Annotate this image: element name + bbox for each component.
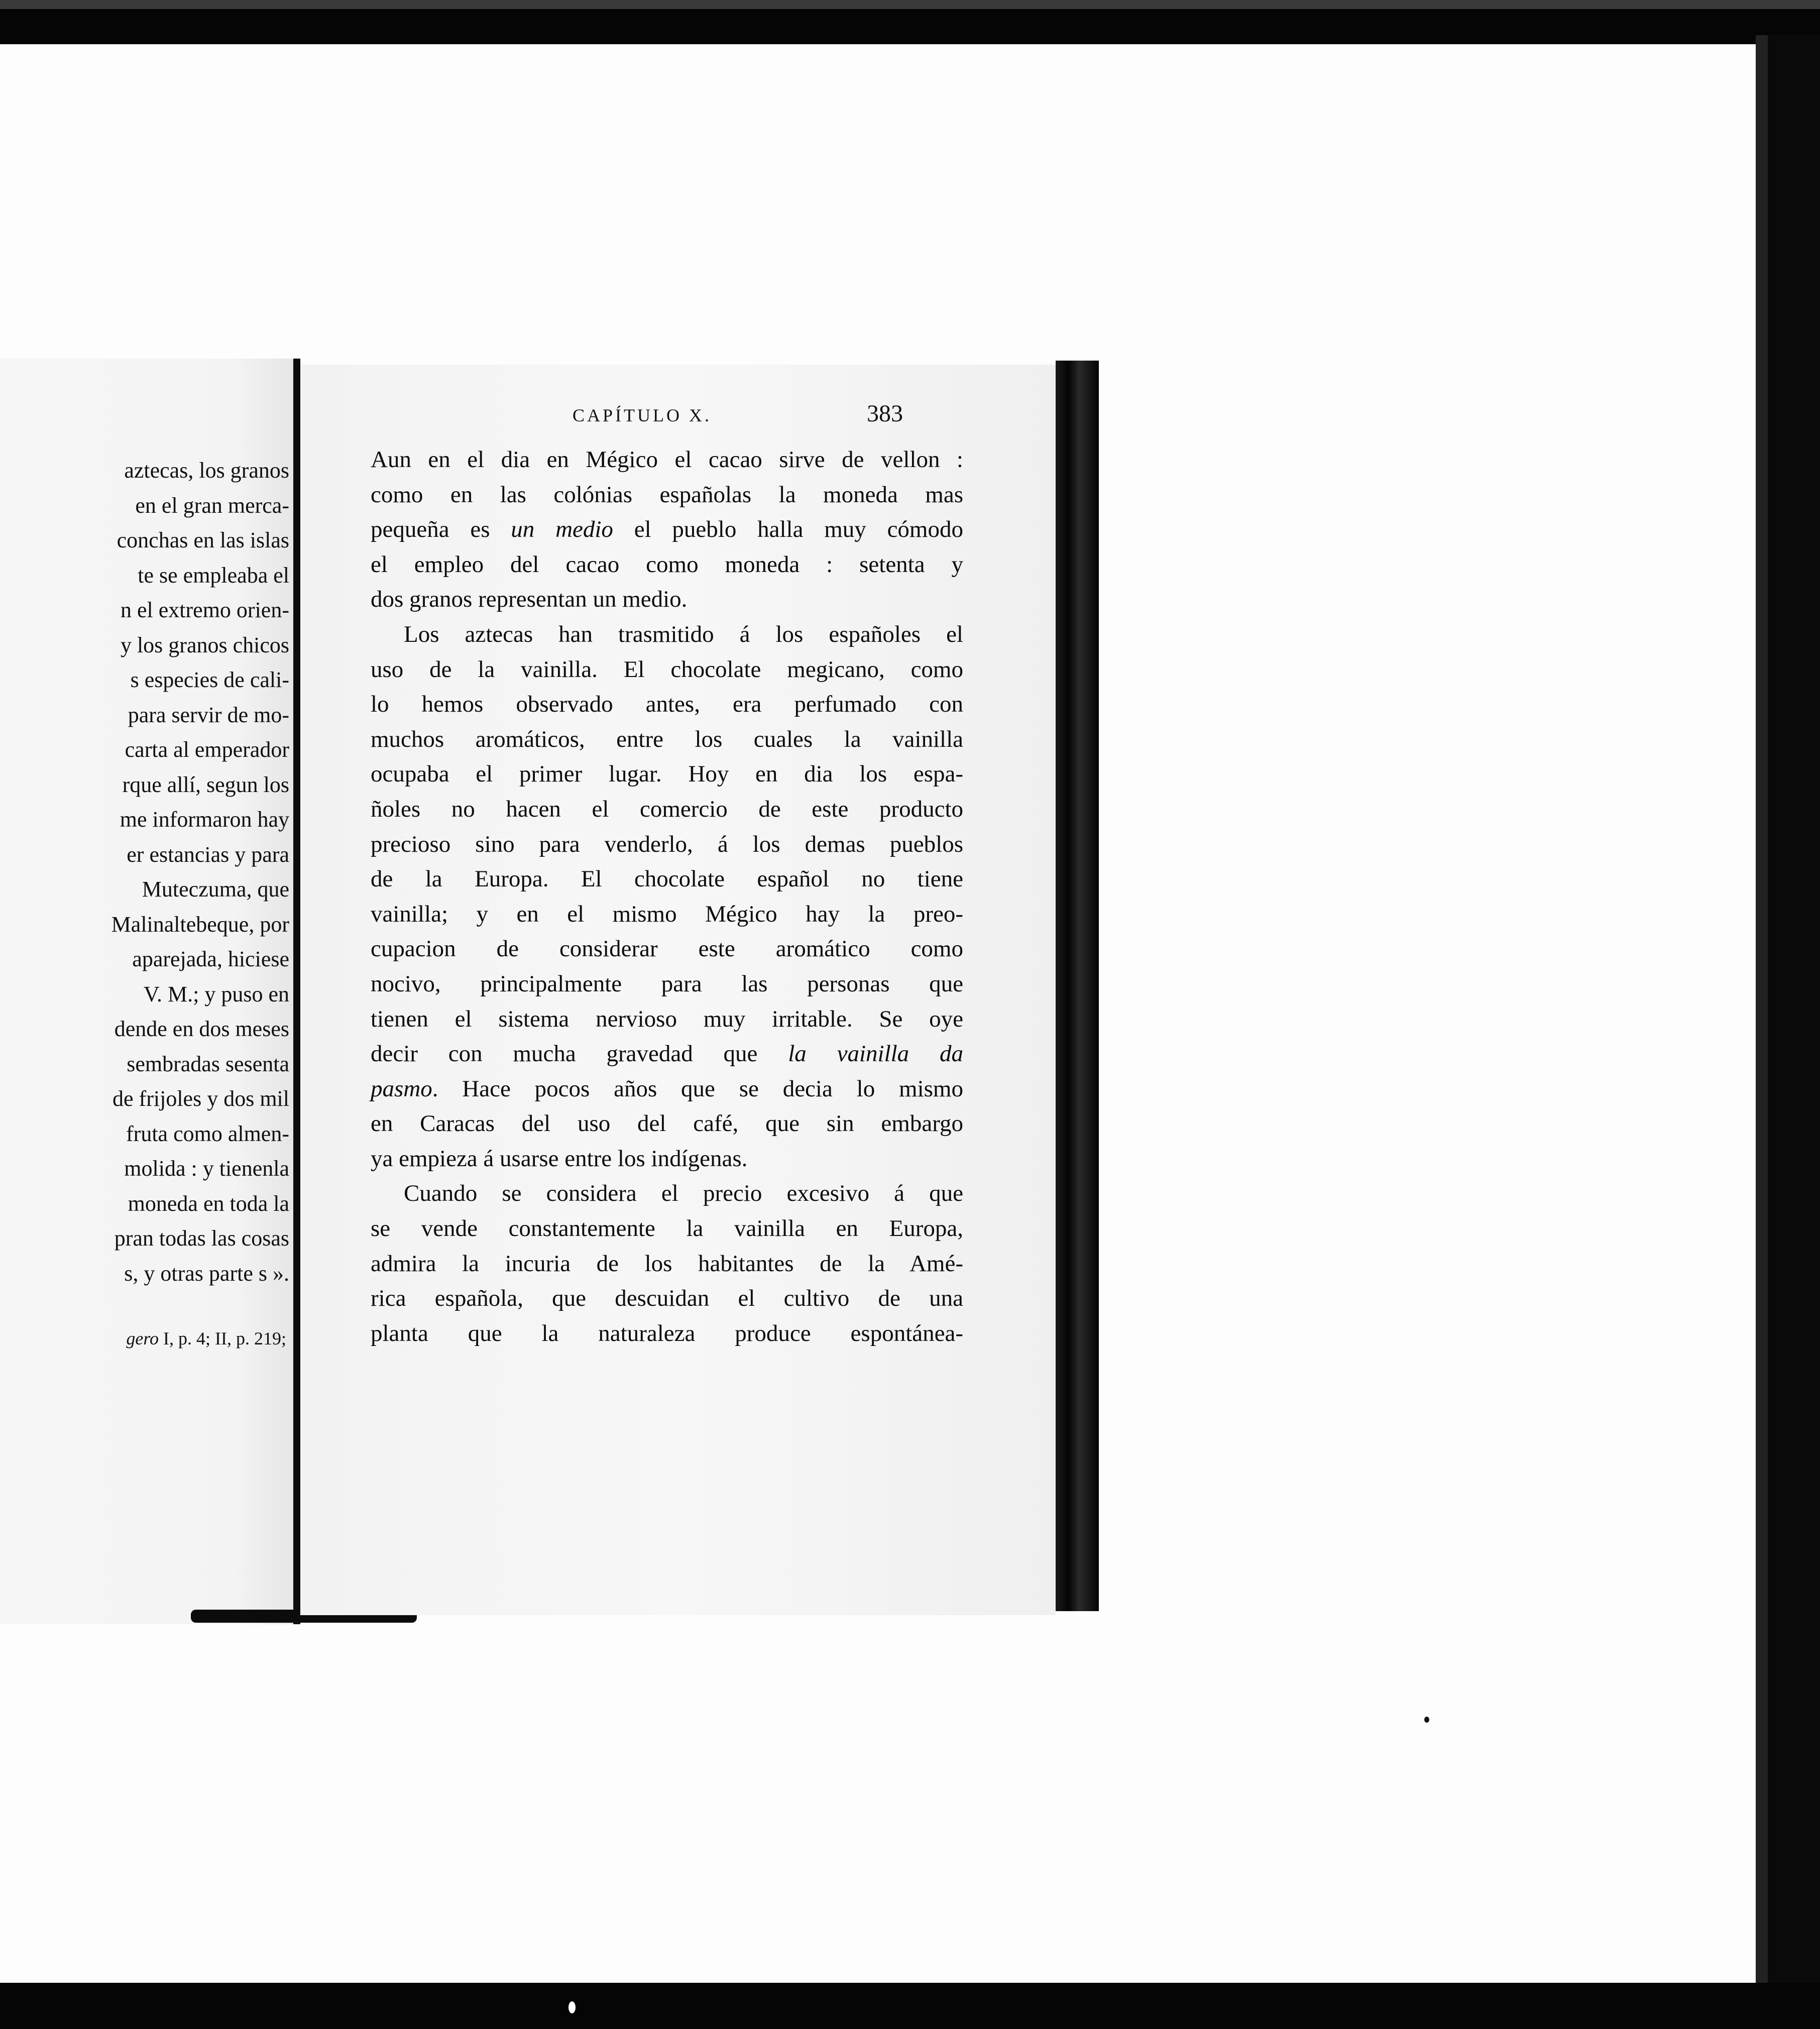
text-line: vainilla; y en el mismo Mégico hay la preo- xyxy=(371,900,963,927)
page-number: 383 xyxy=(867,400,903,427)
text-line: muchos aromáticos, entre los cuales la vainilla xyxy=(371,726,963,752)
text-line: rica española, que descuidan el cultivo de una xyxy=(371,1285,963,1312)
book-spine xyxy=(293,359,300,1624)
text-line xyxy=(371,1037,963,1072)
right-page xyxy=(300,365,1056,1615)
left-line: carta al emperador xyxy=(125,737,289,762)
left-page-text xyxy=(0,453,289,1291)
text-line: ocupaba el primer lugar. Hoy en dia los espa- xyxy=(371,761,963,787)
text-line: Los aztecas han trasmitido á los españoles el xyxy=(404,621,963,647)
text-line: planta que la naturaleza produce espontánea- xyxy=(371,1320,963,1346)
page-block-edge xyxy=(1056,361,1099,1611)
italic-phrase: pasmo xyxy=(371,1075,432,1102)
left-line: conchas en las islas xyxy=(117,528,289,552)
text-span: pequeña es xyxy=(371,516,511,543)
text-line: nocivo, principalmente para las personas que xyxy=(371,970,963,997)
text-line: precioso sino para venderlo, á los demas pueblos xyxy=(371,831,963,857)
left-line: en el gran merca- xyxy=(135,493,289,518)
text-line: de la Europa. El chocolate español no tiene xyxy=(371,866,963,892)
text-line: se vende constantemente la vainilla en Europa, xyxy=(371,1215,963,1242)
left-line: dende en dos meses xyxy=(114,1017,289,1041)
left-line: rque allí, segun los xyxy=(122,772,289,797)
left-page xyxy=(0,359,293,1624)
text-span: decir con mucha gravedad que xyxy=(371,1041,788,1067)
text-line: Cuando se considera el precio excesivo á que xyxy=(404,1180,963,1207)
left-line: de frijoles y dos mil xyxy=(112,1086,289,1111)
scanner-border-bottom xyxy=(0,1983,1820,2029)
footnote-italic: gero xyxy=(126,1328,159,1348)
left-line: me informaron hay xyxy=(120,807,289,832)
left-line: s especies de cali- xyxy=(130,667,289,692)
left-line: para servir de mo- xyxy=(128,702,289,727)
text-span: el pueblo halla muy cómodo xyxy=(613,516,963,543)
text-line: dos granos representan un medio. xyxy=(371,586,688,613)
left-line: s, y otras parte s ». xyxy=(124,1261,289,1286)
left-line: n el extremo orien- xyxy=(121,598,289,622)
left-line: V. M.; y puso en xyxy=(143,981,289,1006)
text-line: ya empieza á usarse entre los indígenas. xyxy=(371,1145,748,1172)
dust-speck xyxy=(1424,1717,1429,1723)
running-head: CAPÍTULO X. xyxy=(573,405,712,425)
text-line xyxy=(371,1072,963,1107)
left-line: aparejada, hiciese xyxy=(132,947,289,971)
text-line: lo hemos observado antes, era perfumado con xyxy=(371,691,963,718)
left-line: sembradas sesenta xyxy=(127,1051,289,1076)
left-line: er estancias y para xyxy=(127,842,289,867)
dust-speck xyxy=(568,2001,576,2013)
text-line: ñoles no hacen el comercio de este producto xyxy=(371,796,963,822)
scanner-border-top-edge xyxy=(0,0,1820,9)
italic-phrase: la vainilla da xyxy=(788,1041,963,1067)
text-line: el empleo del cacao como moneda : setenta y xyxy=(371,551,963,578)
left-line: Malinaltebeque, por xyxy=(111,912,289,937)
text-line: cupacion de considerar este aromático como xyxy=(371,936,963,962)
footnote-text: I, p. 4; II, p. 219; xyxy=(159,1328,286,1348)
text-line: uso de la vainilla. El chocolate megicano, como xyxy=(371,656,963,683)
body-text xyxy=(371,442,963,1351)
text-line: tienen el sistema nervioso muy irritable. Se oye xyxy=(371,1005,963,1032)
text-line xyxy=(371,512,963,547)
text-span: . Hace pocos años que se decia lo mismo xyxy=(432,1075,963,1102)
text-line: en Caracas del uso del café, que sin embargo xyxy=(371,1110,963,1137)
scanner-border-right xyxy=(1768,35,1820,1994)
left-line: te se empleaba el xyxy=(138,562,289,588)
left-line: Muteczuma, que xyxy=(142,877,289,901)
left-line: moneda en toda la xyxy=(128,1191,289,1216)
left-line: aztecas, los granos xyxy=(124,458,289,483)
left-line: y los granos chicos xyxy=(120,632,289,657)
italic-term: un medio xyxy=(511,516,613,543)
text-line: admira la incuria de los habitantes de la Amé- xyxy=(371,1250,963,1277)
text-line: como en las colónias españolas la moneda mas xyxy=(371,481,963,508)
left-page-footnote xyxy=(126,1328,286,1349)
left-line: pran todas las cosas xyxy=(114,1226,289,1251)
left-line: fruta como almen- xyxy=(126,1121,289,1146)
left-line: molida : y tienenla xyxy=(124,1156,289,1181)
text-line: Aun en el dia en Mégico el cacao sirve de vellon : xyxy=(371,446,963,473)
